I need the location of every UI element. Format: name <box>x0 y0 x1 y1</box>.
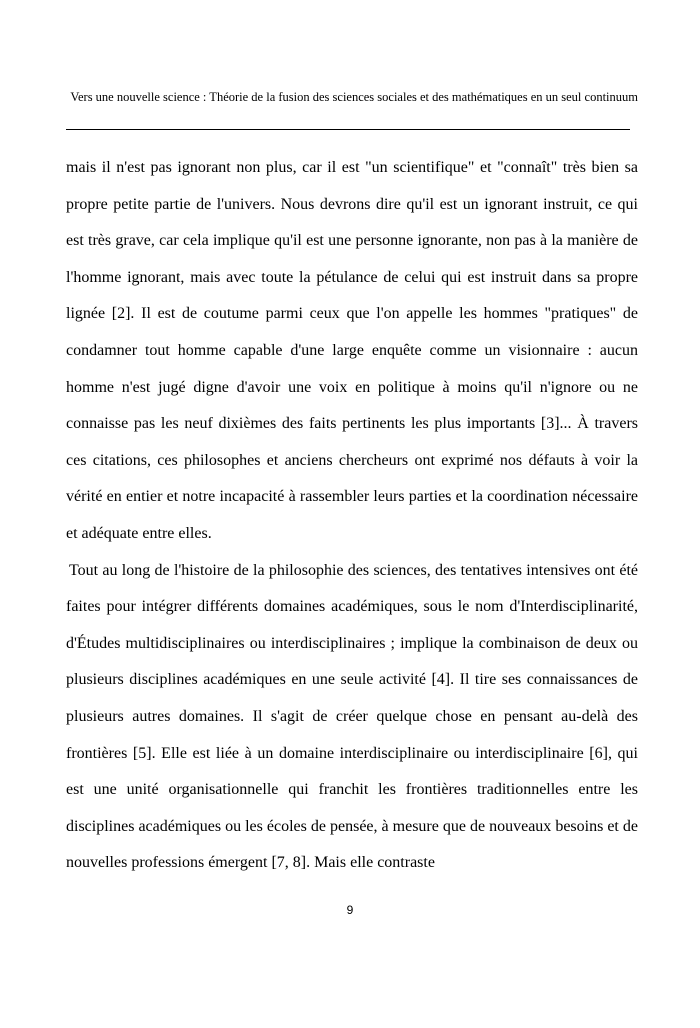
running-header-title: Vers une nouvelle science : Théorie de la fusion des sciences sociales et des mathématiques en un seul continuum <box>70 90 638 104</box>
paragraph-2: Tout au long de l'histoire de la philosophie des sciences, des tentatives intensives ont été faites pour intégrer différents domaines académiques, sous le nom d'Interdisciplinarité, d'Études multidisciplinaires ou interdisciplinaires ; implique la combinaison de deux ou plusieurs disciplines académiques en une seule activité [4]. Il tire ses connaissances de plusieurs autres domaines. Il s'agit de créer quelque chose en pensant au-delà des frontières [5]. Elle est liée à un domaine interdisciplinaire ou interdisciplinaire [6], qui est une unité organisationnelle qui franchit les frontières traditionnelles entre les disciplines académiques ou les écoles de pensée, à mesure que de nouveaux besoins et de nouvelles professions émergent [7, 8]. Mais elle contraste <box>66 561 638 872</box>
page-number: 9 <box>346 903 354 917</box>
header-rule <box>66 129 630 130</box>
running-header <box>66 90 638 105</box>
body-text <box>66 150 638 882</box>
paragraph-1: mais il n'est pas ignorant non plus, car il est "un scientifique" et "connaît" très bien sa propre petite partie de l'univers. Nous devrons dire qu'il est un ignorant instruit, ce qui est très grave, car cela implique qu'il est une personne ignorante, non pas à la manière de l'homme ignorant, mais avec toute la pétulance de celui qui est instruit dans sa propre lignée [2]. Il est de coutume parmi ceux que l'on appelle les hommes "pratiques" de condamner tout homme capable d'une large enquête comme un visionnaire : aucun homme n'est jugé digne d'avoir une voix en politique à moins qu'il n'ignore ou ne connaisse pas les neuf dixièmes des faits pertinents les plus importants [3]... À travers ces citations, ces philosophes et anciens chercheurs ont exprimé nos défauts à voir la vérité en entier et notre incapacité à rassembler leurs parties et la coordination nécessaire et adéquate entre elles. <box>66 159 638 542</box>
